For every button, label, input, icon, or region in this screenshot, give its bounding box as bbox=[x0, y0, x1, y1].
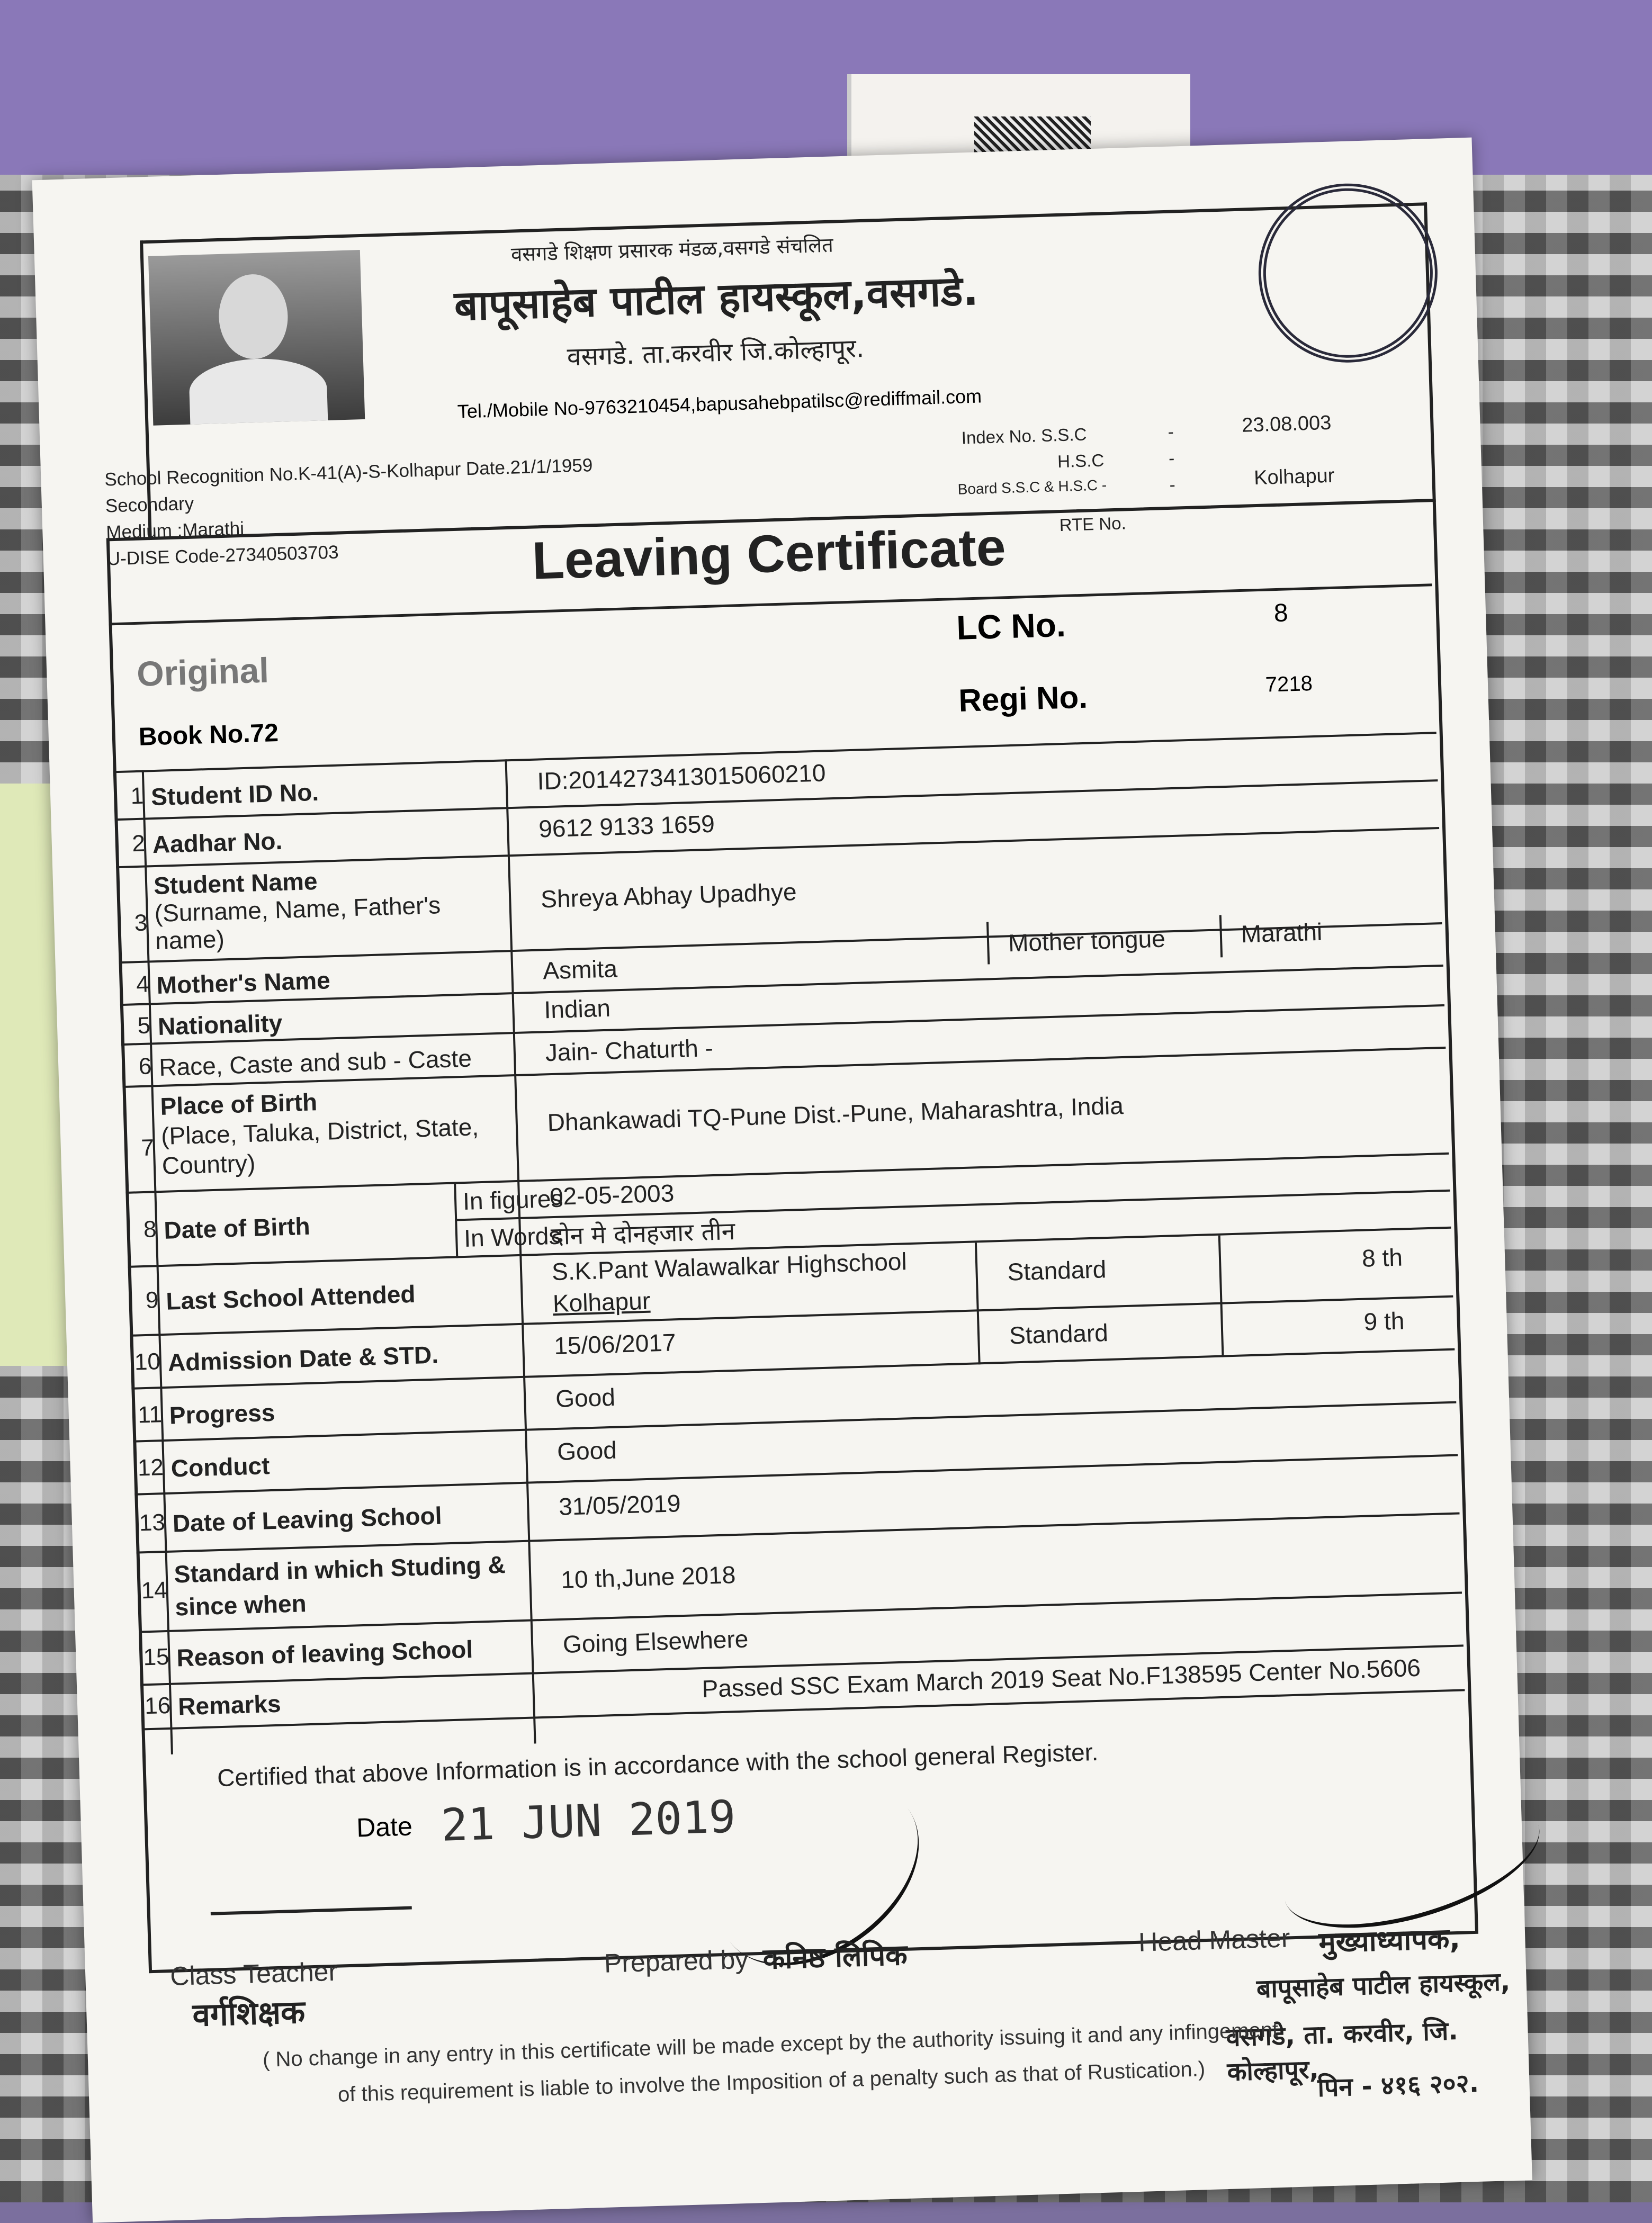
head-master-stamp-line4: पिन - ४१६ २०२. bbox=[1317, 2068, 1479, 2103]
table-row: 2 Aadhar No. 9612 9133 1659 bbox=[114, 779, 1439, 868]
table-row: 6 Race, Caste and sub - Caste Jain- Chaturth - bbox=[121, 1004, 1446, 1088]
head-master-stamp-line3: वसगडे, ता. करवीर, जि. कोल्हापूर, bbox=[1225, 2016, 1459, 2087]
disclaimer-line2: of this requirement is liable to involve the Imposition of a penalty such as that of Rustication.) bbox=[337, 2057, 1206, 2107]
school-address: वसगडे. ता.करवीर जि.कोल्हापूर. bbox=[567, 333, 865, 372]
table-row: 5 Nationality Indian bbox=[120, 965, 1444, 1046]
recognition-no: School Recognition No.K-41(A)-S-Kolhapur Date.21/1/1959 bbox=[104, 455, 593, 490]
class-teacher-stamp: वर्गशिक्षक bbox=[192, 1993, 306, 2034]
disclaimer-line1: ( No change in any entry in this certificate will be made except by the authority issuing it and any infingement bbox=[262, 2018, 1279, 2072]
head-master-label: Head Master bbox=[1138, 1923, 1291, 1957]
table-row: 11 Progress Good bbox=[131, 1348, 1456, 1443]
class-teacher-label: Class Teacher bbox=[169, 1956, 338, 1992]
regi-label: Regi No. bbox=[958, 679, 1088, 718]
class-teacher-signature bbox=[209, 1864, 411, 1915]
udise-code: U-DISE Code-27340503703 bbox=[106, 542, 339, 570]
dash: - bbox=[1169, 474, 1176, 494]
rte-label: RTE No. bbox=[1059, 513, 1127, 535]
head-master-stamp: मुख्याध्यापक, bbox=[1318, 1921, 1461, 1959]
school-level: Secondary bbox=[105, 493, 194, 517]
date-stamp: 21 JUN 2019 bbox=[440, 1790, 737, 1851]
school-contact: Tel./Mobile No-9763210454,bapusahebpatilsc@rediffmail.com bbox=[457, 385, 982, 422]
table-row: 12 Conduct Good bbox=[133, 1401, 1458, 1496]
table-row: 16 Remarks Passed SSC Exam March 2019 Seat No.F138595 Center No.5606 bbox=[140, 1644, 1465, 1730]
copy-type: Original bbox=[136, 650, 270, 694]
table-row: 3 Student Name (Surname, Name, Father's name) Shreya Abhay Upadhye bbox=[116, 827, 1442, 964]
hsc-label: H.S.C bbox=[1057, 450, 1105, 472]
board-value: Kolhapur bbox=[1253, 464, 1335, 490]
table-row: 1 Student ID No. ID:2014273413015060210 bbox=[113, 732, 1438, 821]
table-row: 4 Mother's Name Asmita Mother tongue Marathi bbox=[119, 922, 1443, 1006]
date-label: Date bbox=[356, 1811, 413, 1843]
trust-line: वसगडे शिक्षण प्रसारक मंडळ,वसगडे संचलित bbox=[510, 233, 834, 266]
index-ssc-value: 23.08.003 bbox=[1241, 411, 1332, 437]
dash: - bbox=[1168, 448, 1175, 468]
founder-photo bbox=[148, 250, 365, 426]
lc-label: LC No. bbox=[956, 605, 1066, 647]
table-row: 10 Admission Date & STD. 15/06/2017 Standard 9 th bbox=[130, 1295, 1455, 1390]
table-row: 9 Last School Attended S.K.Pant Walawalkar Highschool Kolhapur Standard 8 th bbox=[128, 1227, 1453, 1337]
table-row: 15 Reason of leaving School Going Elsewhere bbox=[139, 1591, 1464, 1686]
school-medium: Medium :Marathi bbox=[105, 518, 245, 543]
table-row: 14 Standard in which Studing & since when 10 th,June 2018 bbox=[137, 1512, 1462, 1633]
lc-value: 8 bbox=[1273, 599, 1289, 628]
table-row: 7 Place of Birth (Place, Taluka, District, State, Country) Dhankawadi TQ-Pune Dist.-Pune, Maharashtra, India bbox=[122, 1047, 1449, 1194]
table-row: 13 Date of Leaving School 31/05/2019 bbox=[134, 1454, 1459, 1554]
index-ssc-label: Index No. S.S.C bbox=[961, 424, 1087, 448]
prepared-by-stamp: कनिष्ठ लिपिक bbox=[762, 1938, 908, 1976]
board-label: Board S.S.C & H.S.C - bbox=[957, 476, 1107, 498]
certificate-title: Leaving Certificate bbox=[531, 517, 1007, 591]
certification-statement: Certified that above Information is in accordance with the school general Register. bbox=[217, 1738, 1099, 1792]
head-master-stamp-line2: बापूसाहेब पाटील हायस्कूल, bbox=[1256, 1967, 1511, 2004]
leaving-certificate-paper bbox=[32, 138, 1532, 2223]
book-number: Book No.72 bbox=[138, 719, 279, 751]
regi-value: 7218 bbox=[1265, 672, 1313, 697]
school-name: बापूसाहेब पाटील हायस्कूल,वसगडे. bbox=[453, 267, 980, 330]
table-row: 8 Date of Birth In figures In Words 02-05-2003 दोन मे दोनहजार तीन bbox=[125, 1153, 1451, 1268]
prepared-by-label: Prepared by bbox=[604, 1944, 749, 1978]
dash: - bbox=[1168, 421, 1174, 442]
